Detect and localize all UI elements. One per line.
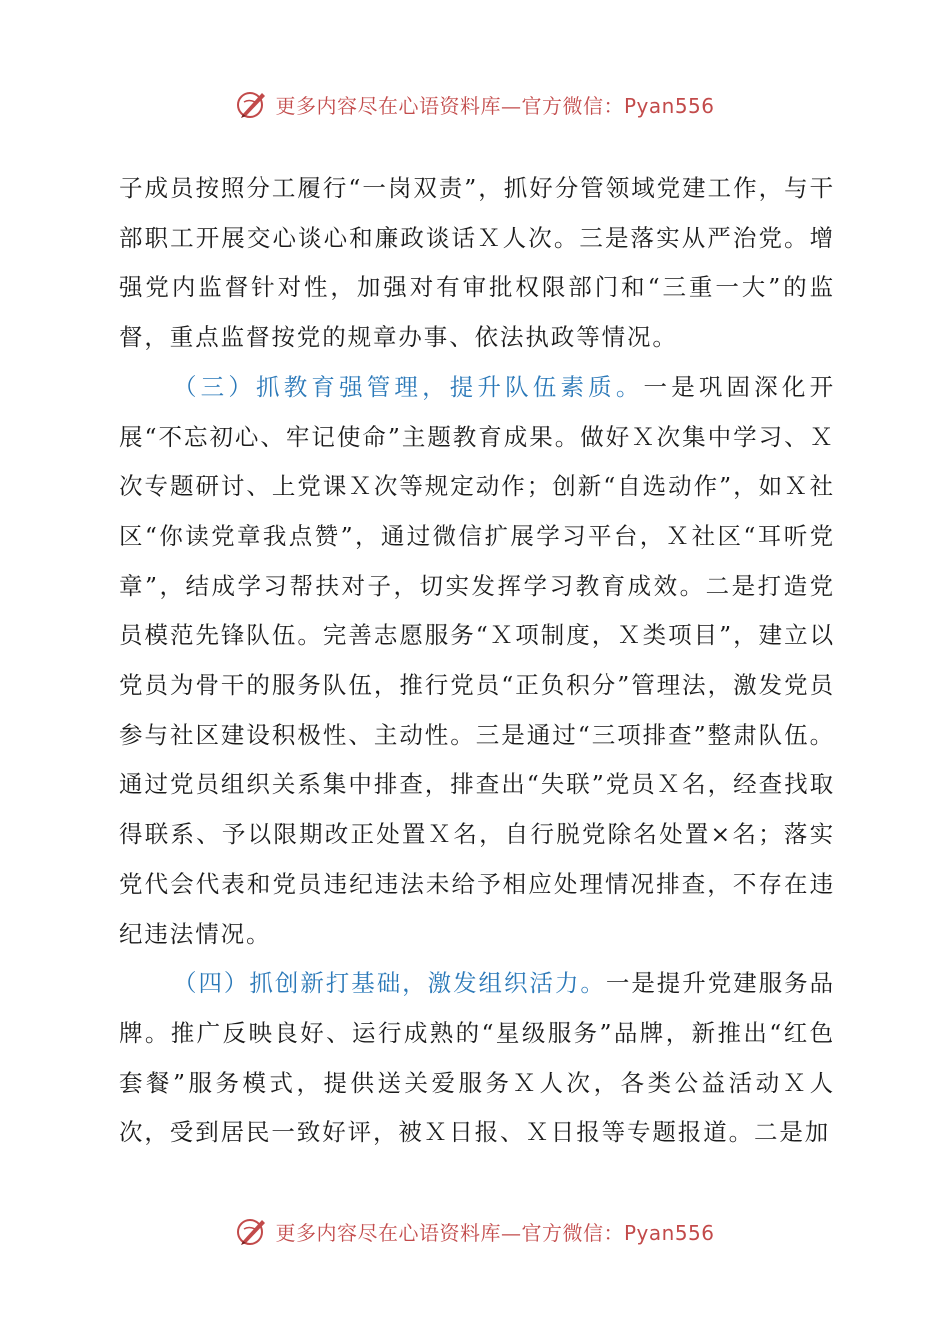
paragraph-3 bbox=[119, 959, 835, 1158]
banner-text-cn: 更多内容尽在心语资料库—官方微信： bbox=[275, 1220, 624, 1245]
banner-text-en: Pyan556 bbox=[623, 93, 715, 118]
paragraph-3-body: 一是提升党建服务品牌。推广反映良好、运行成熟的“星级服务”品牌，新推出“红色套餐”服务模式，提供送关爱服务Ｘ人次，各类公益活动Ｘ人次，受到居民一致好评，被Ｘ日报、Ｘ日报等专题报道。二是加 bbox=[119, 969, 835, 1147]
section-heading-4: （四）抓创新打基础，激发组织活力。 bbox=[173, 969, 606, 998]
section-heading-3: （三）抓教育强管理，提升队伍素质。 bbox=[173, 372, 644, 401]
paragraph-2 bbox=[119, 363, 835, 959]
banner-text bbox=[275, 1217, 714, 1246]
pen-in-circle-icon bbox=[235, 1214, 269, 1248]
header-banner bbox=[0, 84, 950, 124]
banner-text bbox=[275, 90, 714, 119]
paragraph-1-body: 子成员按照分工履行“一岗双责”，抓好分管领域党建工作，与干部职工开展交心谈心和廉政谈话Ｘ人次。三是落实从严治党。增强党内监督针对性，加强对有审批权限部门和“三重一大”的监督，重点监督按党的规章办事、依法执政等情况。 bbox=[119, 174, 835, 352]
banner-text-cn: 更多内容尽在心语资料库—官方微信： bbox=[275, 93, 624, 118]
pen-in-circle-icon bbox=[235, 87, 269, 121]
footer-banner bbox=[0, 1211, 950, 1251]
paragraph-2-body: 一是巩固深化开展“不忘初心、牢记使命”主题教育成果。做好Ｘ次集中学习、Ｘ次专题研讨、上党课Ｘ次等规定动作；创新“自选动作”，如Ｘ社区“你读党章我点赞”，通过微信扩展学习平台，Ｘ社区“耳听党章”，结成学习帮扶对子，切实发挥学习教育成效。二是打造党员模范先锋队伍。完善志愿服务“Ｘ项制度，Ｘ类项目”，建立以党员为骨干的服务队伍，推行党员“正负积分”管理法，激发党员参与社区建设积极性、主动性。三是通过“三项排查”整肃队伍。通过党员组织关系集中排查，排查出“失联”党员Ｘ名，经查找取得联系、予以限期改正处置Ｘ名，自行脱党除名处置×名；落实党代会代表和党员违纪违法未给予相应处理情况排查，不存在违纪违法情况。 bbox=[119, 372, 835, 948]
paragraph-1 bbox=[119, 164, 835, 363]
banner-text-en: Pyan556 bbox=[623, 1220, 715, 1245]
document-body bbox=[119, 164, 835, 1158]
